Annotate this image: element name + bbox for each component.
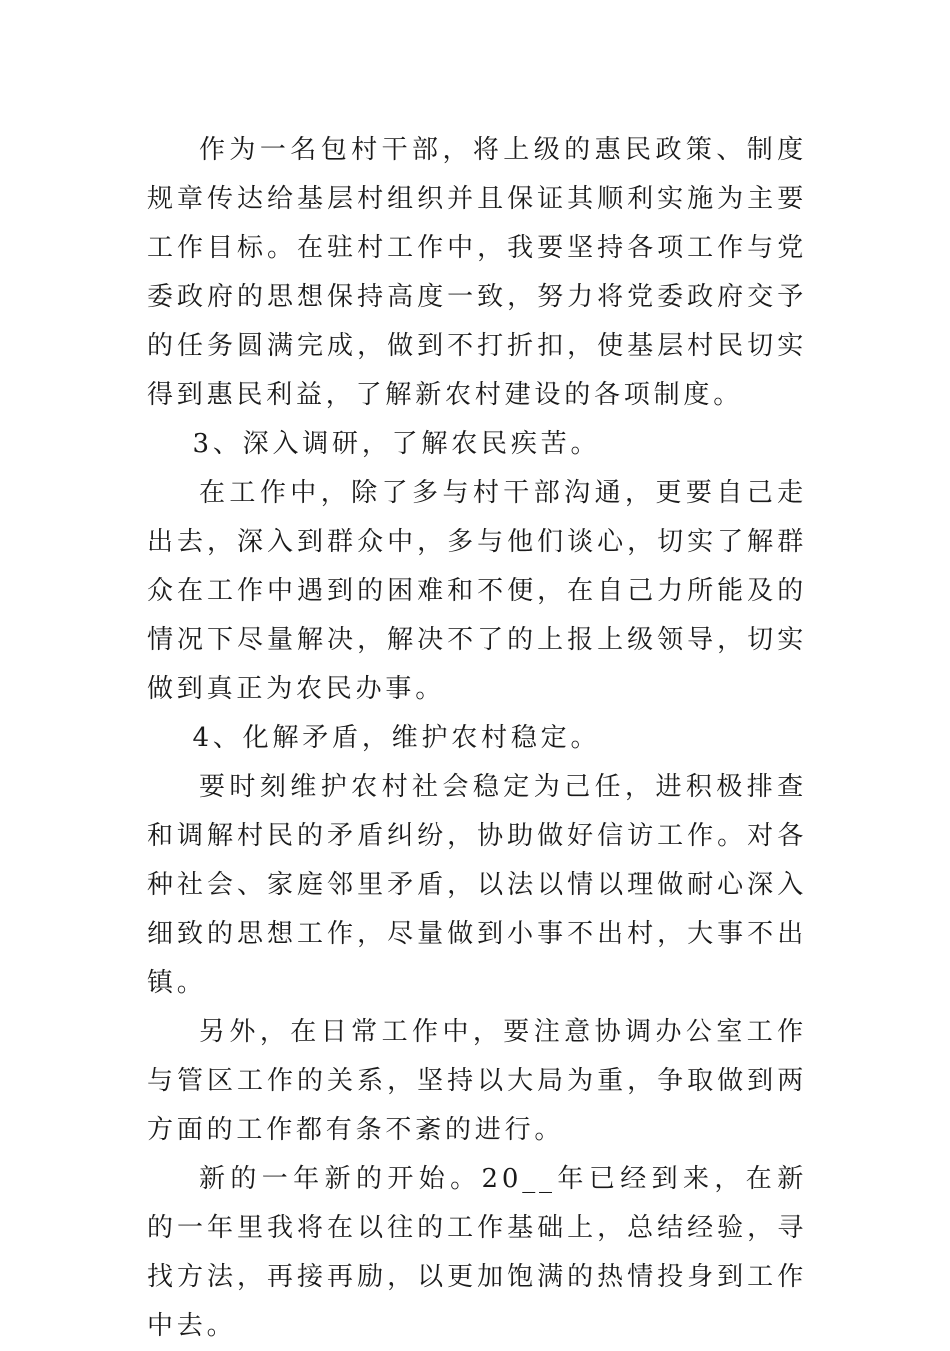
section-heading-3: 3、深入调研，了解农民疾苦。 (192, 429, 601, 459)
paragraph-duties: 作为一名包村干部，将上级的惠民政策、制度规章传达给基层村组织并且保证其顺利实施为主要工作目标。在驻村工作中，我要坚持各项工作与党委政府的思想保持高度一致，努力将党委政府交予的任务圆满完成，做到不打折扣，使基层村民切实得到惠民利益，了解新农村建设的各项制度。 (147, 135, 807, 410)
paragraph-research: 在工作中，除了多与村干部沟通，更要自己走出去，深入到群众中，多与他们谈心，切实了解群众在工作中遇到的困难和不便，在自己力所能及的情况下尽量解决，解决不了的上报上级领导，切实做到真正为农民办事。 (147, 478, 807, 704)
paragraph-coordination: 另外，在日常工作中，要注意协调办公室工作与管区工作的关系，坚持以大局为重，争取做到两方面的工作都有条不紊的进行。 (147, 1017, 807, 1145)
document-body (147, 126, 807, 1351)
paragraph-new-year: 新的一年新的开始。20__年已经到来，在新的一年里我将在以往的工作基础上，总结经验，寻找方法，再接再励，以更加饱满的热情投身到工作中去。 (147, 1164, 807, 1341)
paragraph-stability: 要时刻维护农村社会稳定为己任，进积极排查和调解村民的矛盾纠纷，协助做好信访工作。对各种社会、家庭邻里矛盾，以法以情以理做耐心深入细致的思想工作，尽量做到小事不出村，大事不出镇。 (147, 772, 807, 998)
section-heading-4: 4、化解矛盾，维护农村稳定。 (192, 723, 601, 753)
